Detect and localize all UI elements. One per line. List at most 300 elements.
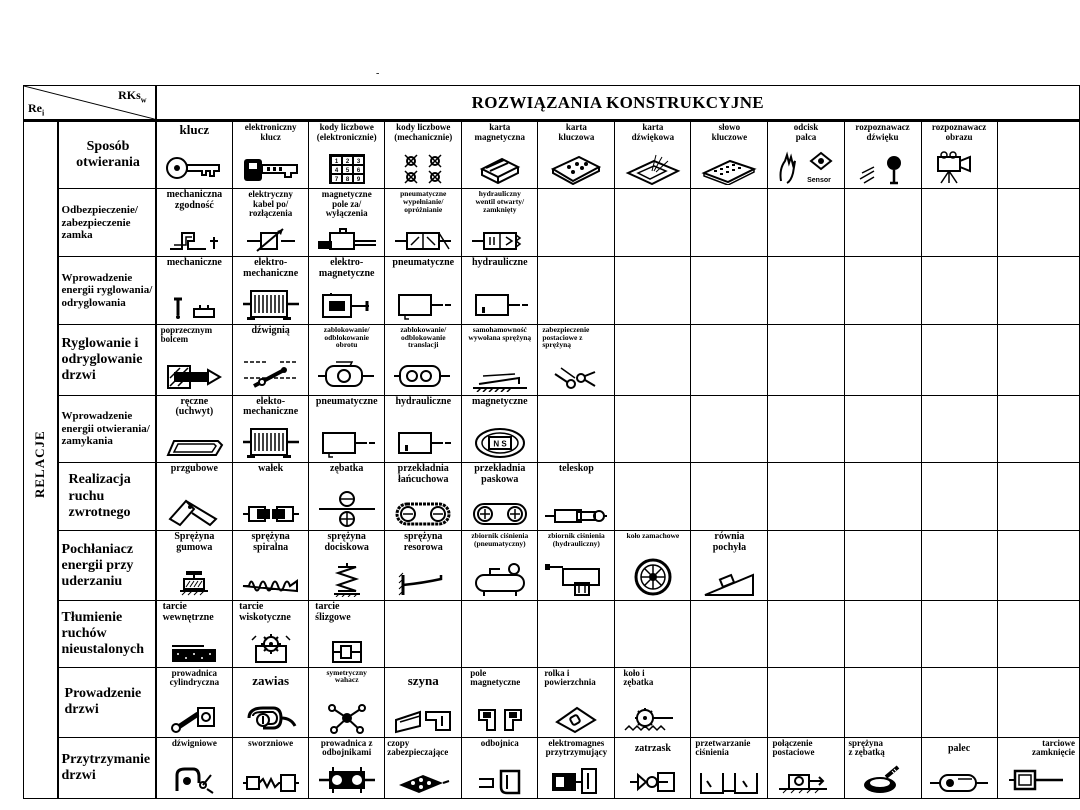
sound-card-icon [624, 153, 682, 185]
articulated-arm-icon [166, 493, 222, 527]
solution-label: sprężyna spiralna [251, 531, 290, 553]
locking-pins-icon [395, 769, 451, 795]
keypad-digit: 6 [356, 168, 360, 175]
solution-cell-empty [538, 257, 615, 324]
electrical-switch-icon [243, 227, 299, 253]
solution-cell [462, 324, 538, 395]
solution-label: dźwignią [251, 324, 290, 336]
solution-cell [156, 395, 233, 462]
pin-holder-icon [241, 771, 301, 795]
pneumatic-tank-icon [470, 563, 530, 597]
viscous-friction-gear-icon [246, 630, 296, 664]
solution-cell [385, 463, 462, 531]
solution-cell [691, 121, 768, 189]
solution-cell-empty [615, 257, 691, 324]
category-cell [58, 189, 156, 257]
solution-cell-empty [921, 257, 997, 324]
solutions-header-label: RKs$_w$ [118, 88, 147, 105]
belt-drive-icon [470, 501, 530, 527]
solution-label: poprzecznym bolcem [160, 324, 213, 345]
leaf-spring-icon [395, 571, 451, 597]
solution-label: tarcie ślizgowe [315, 601, 351, 623]
inclined-plane-icon [701, 569, 757, 597]
solution-label: mechaniczna zgodność [166, 189, 223, 211]
solution-label: elektromagnes przytrzymujący [545, 737, 608, 758]
hydraulic-cylinder-icon [393, 429, 453, 459]
solution-cell [385, 324, 462, 395]
category-cell [58, 531, 156, 601]
solution-label: zębatka [330, 463, 364, 475]
solution-label: pneumatyczne [392, 257, 455, 269]
solution-cell-empty [844, 324, 921, 395]
electric-motor-icon [241, 425, 301, 459]
solution-label: zablokowanie/ odblokowanie translacji [400, 324, 447, 350]
page-mark: - [376, 68, 380, 79]
solution-label: samohamowność wywołana sprężyną [468, 324, 532, 342]
solution-cell-empty [538, 395, 615, 462]
solution-cell [233, 667, 309, 737]
keypad-digit: 9 [356, 177, 360, 184]
solution-label: symetryczny wahacz [326, 667, 367, 685]
solution-cell-empty [921, 601, 997, 667]
solution-label: elektro- mechaniczne [243, 257, 299, 279]
magnetic-field-icon [314, 227, 380, 253]
solution-label: sworzniowe [248, 737, 294, 748]
solution-label: szyna [407, 672, 439, 688]
solution-cell-empty [921, 463, 997, 531]
solution-label: sprężyna dociskowa [324, 531, 369, 553]
solution-cell-empty [997, 257, 1079, 324]
solution-label: pole magnetyczne [470, 667, 521, 688]
solution-cell [385, 667, 462, 737]
solution-label: prowadnica cylindryczna [169, 667, 220, 688]
keypad-digit: 3 [356, 159, 360, 166]
solution-label: kody liczbowe (elektronicznie) [316, 122, 377, 142]
solution-cell [615, 121, 691, 189]
chain-drive-icon [393, 501, 453, 527]
table-row [24, 531, 1080, 601]
solution-label: karta magnetyczna [474, 122, 526, 142]
solution-label: magnetyczne pole za/ wyłączenia [321, 189, 372, 219]
solution-cell [691, 737, 768, 798]
solution-cell [156, 189, 233, 257]
pneumatic-valve-icon [393, 229, 453, 253]
solution-cell [385, 531, 462, 601]
solution-cell [233, 257, 309, 324]
solution-cell [462, 737, 538, 798]
solution-cell [385, 737, 462, 798]
solution-label: hydrauliczne [395, 395, 452, 407]
solution-cell [309, 324, 385, 395]
category-label: Pochłaniacz energii przy uderzaniu [61, 541, 134, 589]
magnetic-guide-icon [475, 706, 525, 734]
solution-cell [538, 463, 615, 531]
solution-label: zatrzask [634, 742, 671, 754]
solution-cell-empty [844, 531, 921, 601]
solution-cell [462, 189, 538, 257]
solution-label: zbiornik ciśnienia (pneumatyczny) [471, 531, 529, 549]
solution-cell-empty [921, 324, 997, 395]
category-cell [58, 667, 156, 737]
solution-cell-empty [691, 463, 768, 531]
solution-cell [309, 121, 385, 189]
solution-label: kody liczbowe (mechanicznie) [394, 122, 453, 142]
solution-label: karta kluczowa [558, 122, 595, 142]
solution-cell-empty [385, 601, 462, 667]
finger-latch-icon [928, 769, 990, 795]
cross-bolt-icon [164, 360, 224, 392]
solution-cell [156, 257, 233, 324]
category-label: Odbezpieczenie/ zabezpieczenie zamka [61, 203, 138, 242]
holding-electromagnet-icon [548, 765, 604, 795]
solution-cell-empty [921, 667, 997, 737]
solution-cell [538, 121, 615, 189]
table-row [24, 667, 1080, 737]
solution-cell [538, 737, 615, 798]
header-corner-cell [24, 86, 156, 121]
table-row [24, 737, 1080, 798]
internal-friction-block-icon [164, 642, 224, 664]
solution-cell-empty [768, 601, 844, 667]
solution-cell [844, 121, 921, 189]
pneumatic-cylinder-icon [317, 429, 377, 459]
guide-with-bumpers-icon [317, 765, 377, 795]
solution-cell [462, 463, 538, 531]
table-row [24, 257, 1080, 324]
solution-cell [921, 737, 997, 798]
solution-label: Sprężyna gumowa [174, 531, 215, 553]
camera-icon [934, 151, 984, 185]
solution-cell-empty [921, 395, 997, 462]
solution-cell-empty [691, 189, 768, 257]
solution-cell-empty [768, 531, 844, 601]
solution-cell-empty [768, 463, 844, 531]
solution-cell [309, 737, 385, 798]
spiral-spring-icon [241, 575, 301, 597]
solution-cell [233, 189, 309, 257]
solution-label: przgubowe [170, 463, 218, 475]
solution-cell-empty [844, 257, 921, 324]
solution-cell [309, 601, 385, 667]
solution-label: prowadnica z odbojnikami [320, 737, 373, 758]
table-row [24, 324, 1080, 395]
table-title: ROZWIĄZANIA KONSTRUKCYJNE [156, 86, 1080, 121]
solution-label: sprężyna resorowa [403, 531, 443, 553]
solution-cell [921, 121, 997, 189]
solution-cell [156, 601, 233, 667]
solution-label: przekładnia paskowa [474, 463, 526, 485]
form-fit-connection-icon [775, 765, 837, 795]
solution-cell [385, 395, 462, 462]
mechanical-bolt-icon [166, 295, 222, 321]
magnetic-card-icon [478, 155, 522, 185]
category-cell [58, 395, 156, 462]
solution-cell [997, 737, 1079, 798]
solution-label: ręczne (uchwyt) [175, 395, 214, 418]
morphological-table [23, 85, 1080, 799]
solution-label: czopy zabezpieczające [387, 737, 449, 758]
solution-cell-empty [691, 667, 768, 737]
solution-cell [309, 395, 385, 462]
solution-label: sprężyna z zębatką [848, 737, 885, 758]
solution-label: elektroniczny klucz [244, 122, 297, 142]
solution-cell-empty [844, 189, 921, 257]
solution-label: elekto- mechaniczne [243, 395, 299, 418]
pneumatic-cylinder-icon [393, 291, 453, 321]
symmetric-rocker-icon [322, 702, 372, 734]
solution-cell-empty [462, 601, 538, 667]
solution-label: wałek [258, 463, 284, 475]
solution-label: koło zamachowe [626, 531, 680, 541]
solution-cell-empty [997, 667, 1079, 737]
magnet-poles-text: N S [493, 439, 507, 449]
solution-cell-empty [615, 324, 691, 395]
solution-label: tarciowe zamknięcie [1032, 737, 1075, 758]
bumper-icon [475, 767, 525, 795]
table-row [24, 395, 1080, 462]
fingerprint-sensor-icon [775, 151, 837, 185]
solution-cell-empty [691, 601, 768, 667]
keyword-device-icon [700, 155, 758, 185]
category-cell [58, 463, 156, 531]
solution-cell-empty [691, 324, 768, 395]
solution-label: odbojnica [480, 737, 519, 748]
mechanical-match-icon [166, 227, 222, 253]
solution-cell-empty [844, 667, 921, 737]
table-row [24, 121, 1080, 189]
rail-icon [392, 706, 454, 734]
solution-label: słowo kluczowe [711, 122, 748, 142]
table-row [24, 463, 1080, 531]
microphone-icon [856, 153, 910, 185]
solution-cell-empty [768, 189, 844, 257]
solution-label: tarcie wiskotyczne [239, 601, 291, 623]
solution-label: dźwigniowe [171, 737, 217, 748]
electric-motor-icon [241, 287, 301, 321]
solution-cell-empty [768, 667, 844, 737]
table-row [24, 189, 1080, 257]
solution-cell [385, 121, 462, 189]
solution-cell-empty [844, 463, 921, 531]
solution-cell [233, 737, 309, 798]
translation-lock-icon [392, 360, 454, 392]
solution-label: magnetyczne [472, 395, 528, 407]
solution-cell [233, 531, 309, 601]
solution-cell [309, 189, 385, 257]
solution-cell-empty [997, 395, 1079, 462]
keypad-digit: 5 [345, 168, 349, 175]
solution-cell-empty [844, 601, 921, 667]
solution-cell-empty [844, 395, 921, 462]
solution-label: klucz [179, 122, 210, 138]
spring-lock-icon [551, 364, 601, 392]
solution-cell [768, 121, 844, 189]
solution-label: zabezpieczenie postaciowe z sprężyną [542, 324, 590, 350]
keypad-digit: 7 [334, 177, 338, 184]
solution-cell [156, 324, 233, 395]
category-label: Przytrzymanie drzwi [61, 751, 151, 783]
solution-cell-empty [615, 463, 691, 531]
telescope-icon [543, 505, 609, 527]
solution-label: odcisk palca [793, 122, 819, 142]
solution-label: połączenie postaciowe [772, 737, 815, 758]
solution-label: tarcie wewnętrzne [162, 601, 214, 623]
solution-label: mechaniczne [166, 257, 222, 269]
solution-label: pneumatyczne wypełnianie/ opróżnianie [400, 189, 447, 215]
solution-label: równia pochyła [712, 531, 747, 553]
sliding-friction-icon [327, 638, 367, 664]
solution-cell [768, 737, 844, 798]
latch-icon [628, 769, 678, 795]
solution-cell [615, 737, 691, 798]
solution-label: zawias [252, 672, 290, 688]
solution-cell-empty [997, 601, 1079, 667]
solution-cell [233, 121, 309, 189]
wheel-rack-icon [623, 706, 683, 734]
solution-cell [844, 737, 921, 798]
hydraulic-valve-icon [470, 229, 530, 253]
category-label: Wprowadzenie energii otwierania/ zamykania [61, 409, 150, 448]
solution-label: koło i zębatka [623, 667, 654, 688]
solution-cell [538, 667, 615, 737]
lever-holder-icon [171, 765, 217, 795]
compression-spring-icon [332, 563, 362, 597]
sensor-text: Sensor [807, 177, 831, 185]
solution-cell-empty [997, 531, 1079, 601]
solution-cell [156, 121, 233, 189]
electromagnet-icon [317, 291, 377, 321]
flywheel-icon [633, 557, 673, 597]
keypad-digit: 1 [334, 159, 338, 166]
hydraulic-tank-icon [543, 559, 609, 597]
solution-label: rozpoznawacz obrazu [931, 122, 987, 142]
solution-label: palec [947, 742, 971, 754]
solution-cell [462, 531, 538, 601]
solution-label: pneumatyczne [315, 395, 378, 407]
solution-cell [233, 324, 309, 395]
solution-cell-empty [921, 531, 997, 601]
solution-label: hydrauliczny wentil otwarty/ zamknięty [475, 189, 525, 215]
solution-label: elektro- magnetyczne [318, 257, 375, 279]
solution-cell [462, 667, 538, 737]
solution-cell-empty [768, 257, 844, 324]
spring-rack-icon [858, 765, 908, 795]
solution-cell [156, 667, 233, 737]
solution-cell [538, 324, 615, 395]
solution-cell [691, 531, 768, 601]
category-label: Wprowadzenie energii ryglowania/ odryglowania [61, 271, 153, 309]
category-label: Ryglowanie i odryglowanie drzwi [61, 335, 143, 383]
solution-label: przetwarzanie ciśnienia [695, 737, 751, 758]
solution-cell [462, 121, 538, 189]
solution-label: hydrauliczne [472, 257, 528, 269]
mechanical-code-dials-icon [400, 153, 446, 185]
solution-cell-empty [615, 601, 691, 667]
self-locking-spring-icon [469, 362, 531, 392]
solution-cell-empty [997, 121, 1079, 189]
friction-lock-icon [1007, 765, 1069, 795]
solution-label: karta dźwiękowa [631, 122, 675, 142]
solution-label: elektryczny kabel po/ rozłączenia [248, 189, 293, 219]
solution-cell-empty [921, 189, 997, 257]
relations-side-label: RELACJE [32, 430, 47, 499]
solution-cell-empty [997, 463, 1079, 531]
handle-icon [164, 435, 224, 459]
solution-cell [233, 395, 309, 462]
solution-cell [615, 531, 691, 601]
solution-cell [233, 601, 309, 667]
relations-header-label: $Re_i$ [28, 100, 45, 118]
solution-cell [385, 189, 462, 257]
keypad-digit: 8 [345, 177, 349, 184]
keypad-icon [327, 153, 367, 185]
cylindrical-guide-icon [166, 704, 222, 734]
relations-side-cell [24, 121, 58, 799]
solution-cell-empty [538, 601, 615, 667]
category-cell [58, 324, 156, 395]
category-label: Tłumienie ruchów nieustalonych [61, 609, 144, 658]
keypad-digit: 4 [334, 168, 338, 175]
solution-label: rolka i powierzchnia [544, 667, 596, 688]
solution-cell [233, 463, 309, 531]
solution-cell [385, 257, 462, 324]
shaft-icon [241, 501, 301, 527]
electronic-key-icon [241, 153, 301, 185]
solution-cell [309, 257, 385, 324]
key-icon [164, 151, 224, 185]
solution-cell-empty [997, 189, 1079, 257]
category-cell [58, 121, 156, 189]
solution-cell-empty [538, 189, 615, 257]
solution-label: teleskop [558, 463, 594, 475]
solution-cell-empty [997, 324, 1079, 395]
solution-label: przekładnia łańcuchowa [397, 463, 449, 485]
lever-lock-icon [240, 356, 302, 392]
category-label: Realizacja ruchu zwrotnego [68, 472, 131, 520]
solution-cell [462, 395, 538, 462]
solution-cell-empty [768, 324, 844, 395]
solution-cell [156, 737, 233, 798]
solution-cell [309, 531, 385, 601]
solution-cell-empty [768, 395, 844, 462]
magnet-coil-icon [473, 427, 527, 459]
solution-cell-empty [615, 189, 691, 257]
solution-cell [156, 463, 233, 531]
pressure-converter-icon [697, 769, 761, 795]
solution-cell [156, 531, 233, 601]
category-cell [58, 257, 156, 324]
hydraulic-cylinder-icon [470, 291, 530, 321]
solution-cell-empty [691, 395, 768, 462]
rubber-spring-icon [174, 569, 214, 597]
key-card-icon [549, 153, 603, 185]
solution-cell [538, 531, 615, 601]
category-cell [58, 737, 156, 798]
solution-cell [309, 463, 385, 531]
solution-cell-empty [615, 395, 691, 462]
rotation-lock-icon [316, 360, 378, 392]
solution-label: zbiornik ciśnienia (hydrauliczny) [547, 531, 605, 549]
category-cell [58, 601, 156, 667]
solution-cell [615, 667, 691, 737]
rack-gear-icon [317, 491, 377, 527]
solution-label: rozpoznawacz dźwięku [855, 122, 910, 142]
solution-cell [309, 667, 385, 737]
roller-surface-icon [553, 704, 599, 734]
solution-cell-empty [691, 257, 768, 324]
hinge-icon [241, 704, 301, 734]
keypad-digit: 2 [345, 159, 349, 166]
